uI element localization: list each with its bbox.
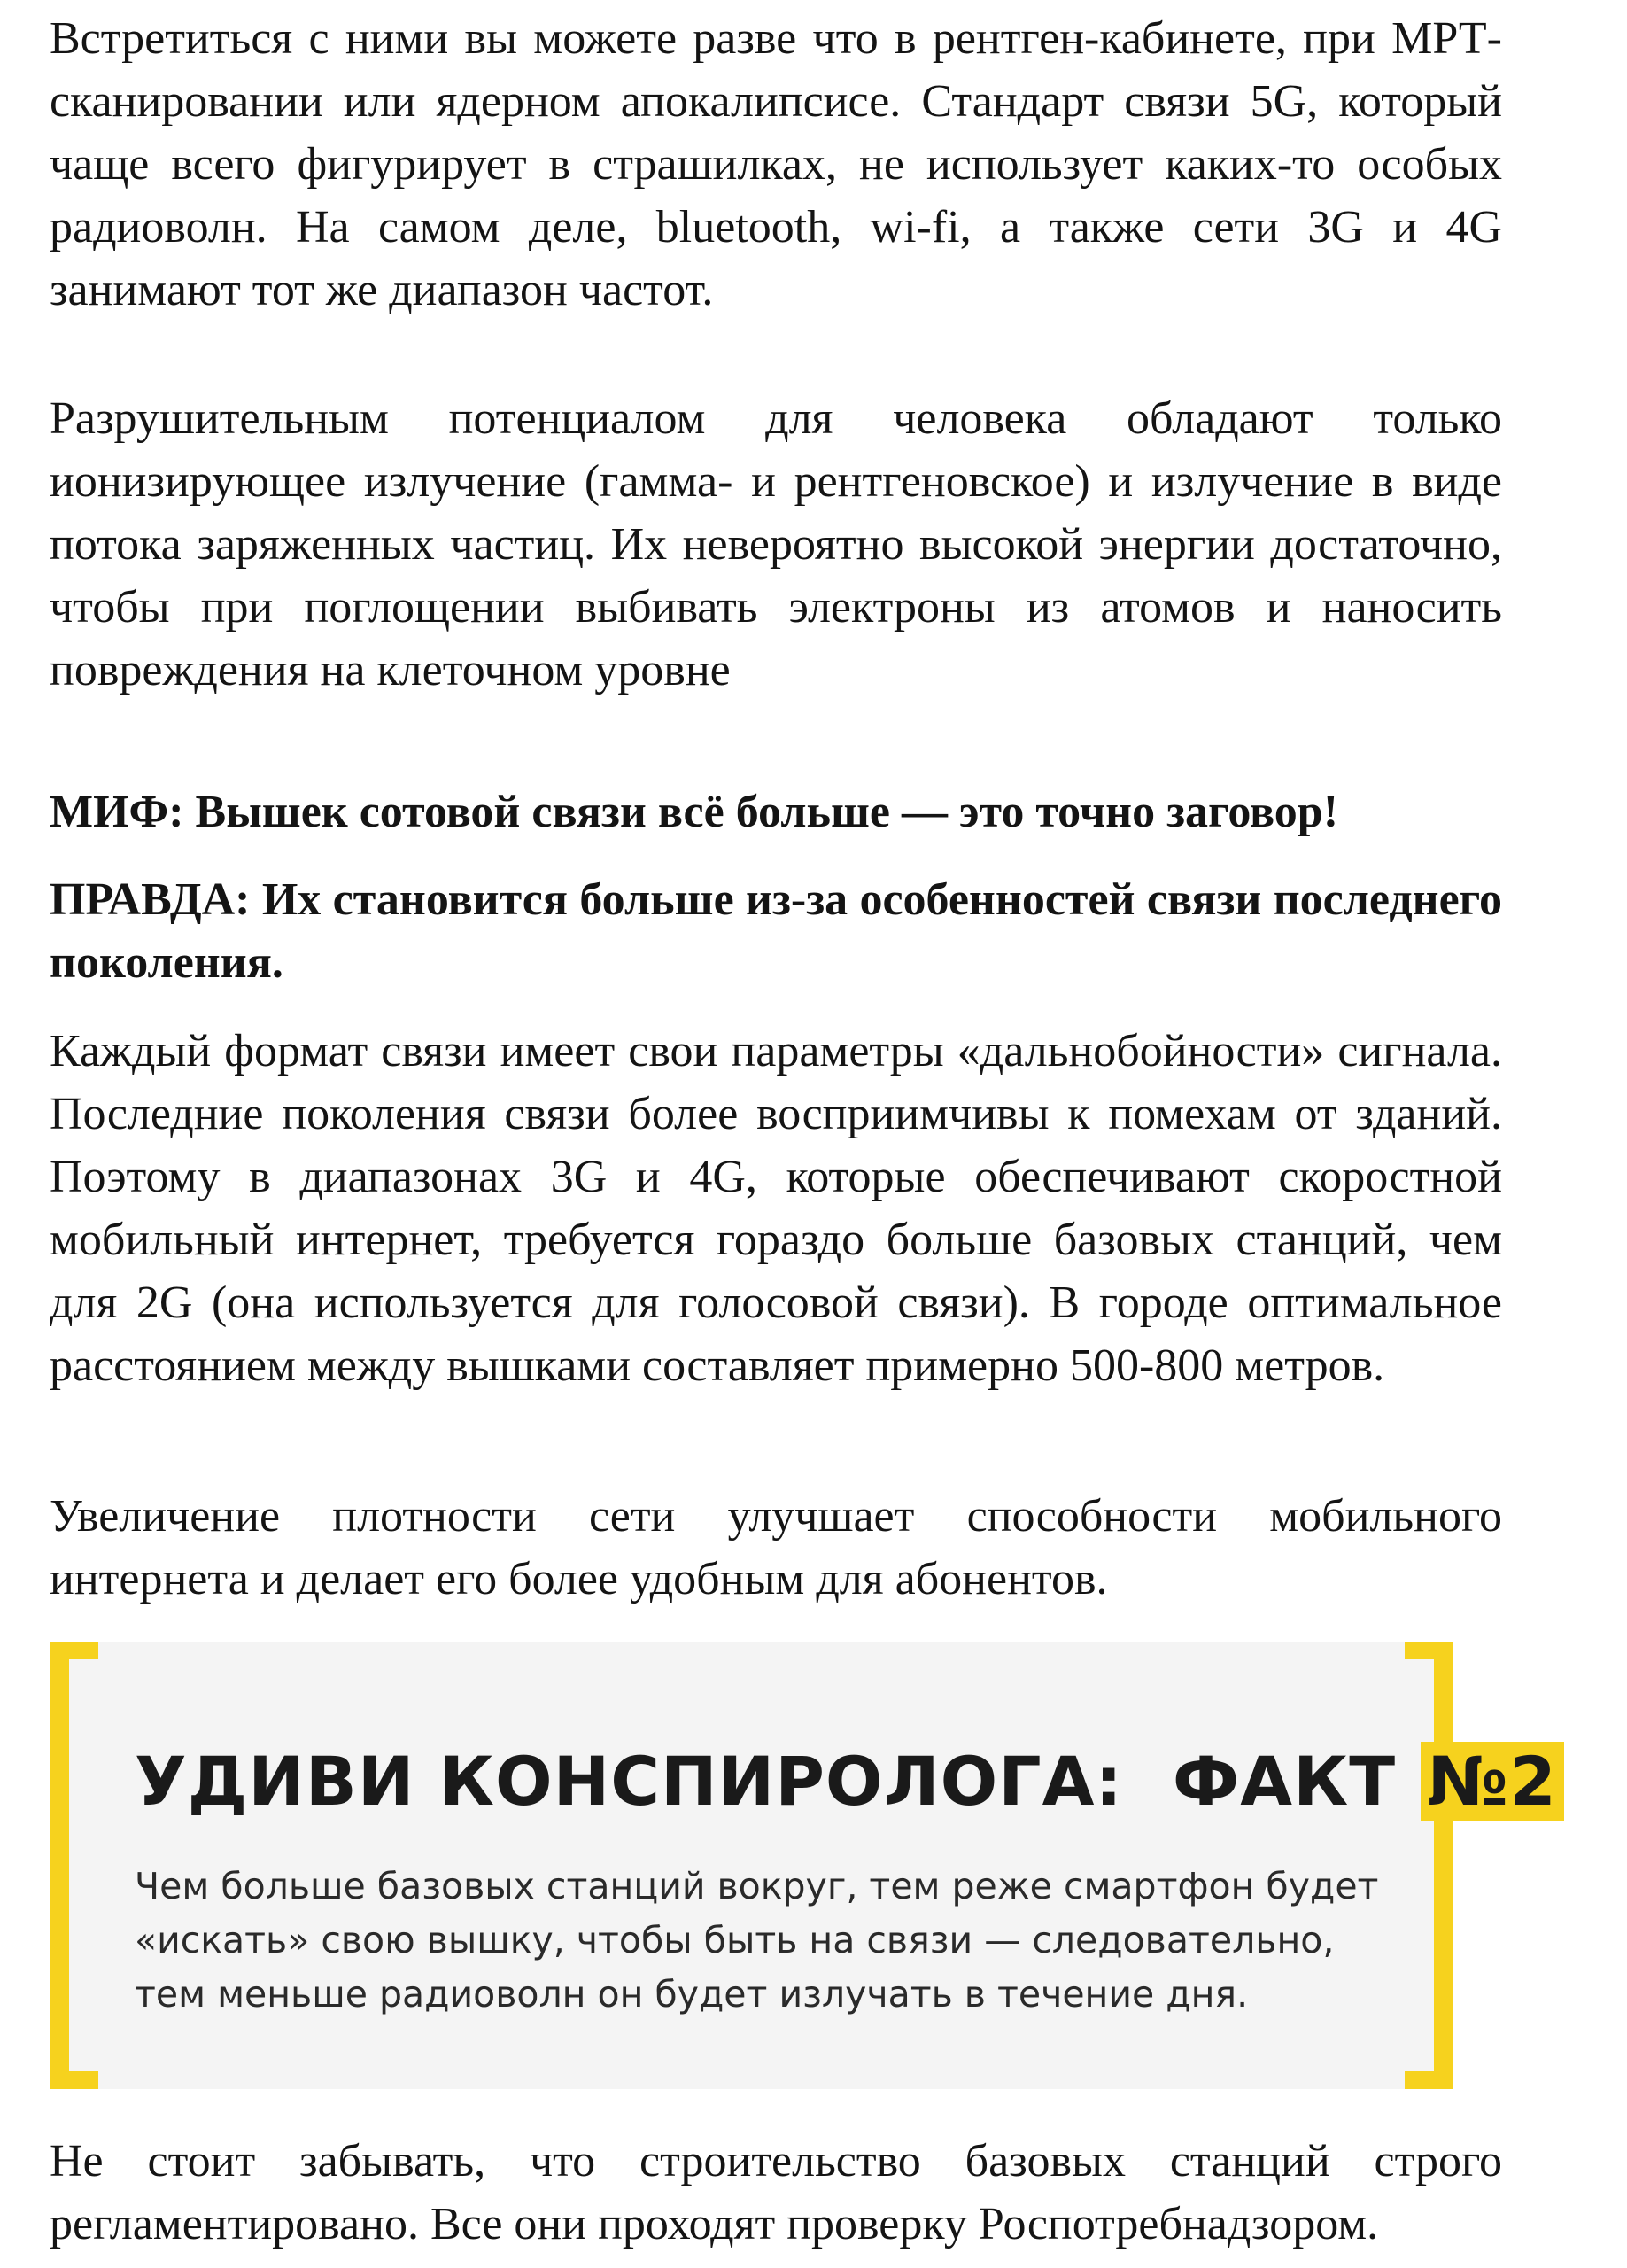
paragraph-ionizing-radiation: Разрушительным потенциалом для человека обладают только ионизирующее излучение (гамма- и рентгеновское) и излучение в виде потока заряженных частиц. Их невероятно высокой энергии достаточно, чтобы при поглощении выбивать электроны из атомов и наносить повреждения на клеточном уровне <box>50 393 1502 695</box>
paragraph-network-density: Увеличение плотности сети улучшает способности мобильного интернета и делает его более удобным для абонентов. <box>50 1491 1502 1604</box>
paragraph-tower-density: Каждый формат связи имеет свои параметры «дальнобойности» сигнала. Последние поколения связи более восприимчивы к помехам от зданий. Поэтому в диапазонах 3G и 4G, которые обеспечивают скоростной мобильный интернет, требуется гораздо больше базовых станций, чем для 2G (она используется для голосовой связи). В городе оптимальное расстоянием между вышками составляет примерно 500-800 метров. <box>50 1026 1502 1391</box>
truth-heading: ПРАВДА: Их становится больше из-за особенностей связи последнего поколения. <box>50 874 1502 988</box>
fact-callout <box>50 1642 1557 2089</box>
left-bracket-decoration <box>50 1642 98 2089</box>
callout-title <box>135 1741 1564 1822</box>
callout-title-fact: ФАКТ <box>1172 1742 1397 1821</box>
myth-heading: МИФ: Вышек сотовой связи всё больше — это точно заговор! <box>50 787 1339 837</box>
callout-fact-number: №2 <box>1421 1742 1564 1821</box>
callout-body: Чем больше базовых станций вокруг, тем реже смартфон будет «искать» свою вышку, чтобы быть на связи — следовательно, тем меньше радиоволн он будет излучать в течение дня. <box>135 1865 1379 2016</box>
paragraph-regulation: Не стоит забывать, что строительство базовых станций строго регламентировано. Все они проходят проверку Роспотребнадзором. <box>50 2136 1502 2249</box>
paragraph-5g-radiowaves: Встретиться с ними вы можете разве что в рентген-кабинете, при МРТ-сканировании или ядерном апокалипсисе. Стандарт связи 5G, который чаще всего фигурирует в страшилках, не использует каких-то особых радиоволн. На самом деле, bluetooth, wi-fi, а также сети 3G и 4G занимают тот же диапазон частот. <box>50 13 1502 315</box>
right-bracket-decoration <box>1405 1642 1453 2089</box>
callout-title-main: УДИВИ КОНСПИРОЛОГА: <box>135 1742 1123 1821</box>
